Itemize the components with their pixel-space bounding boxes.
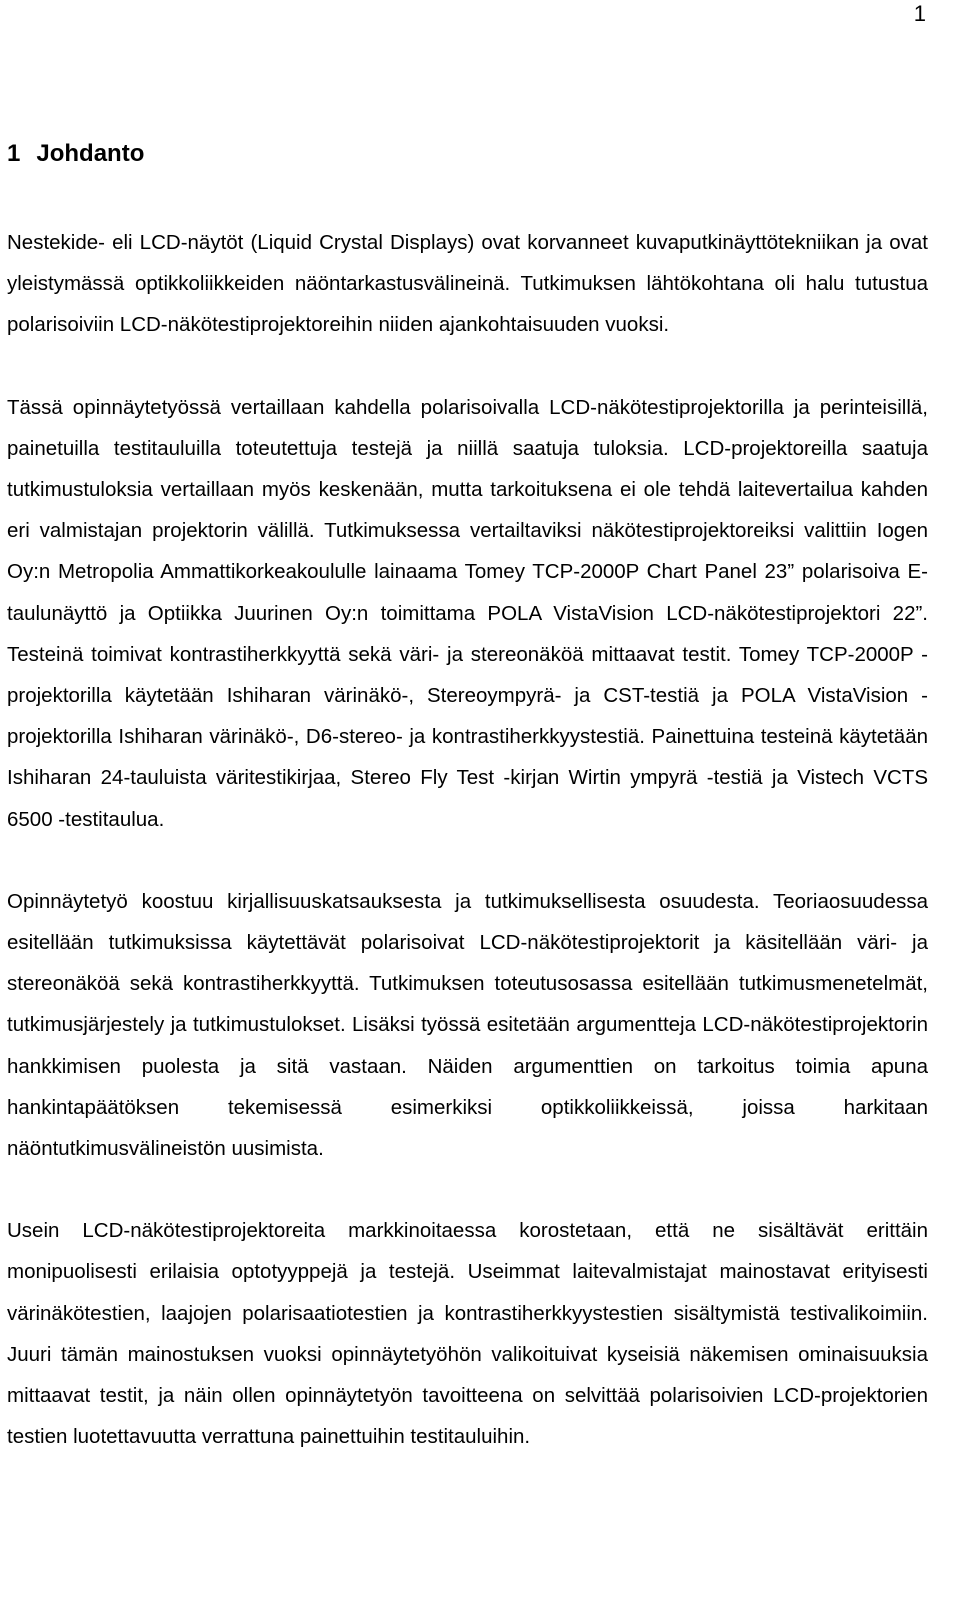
chapter-number: 1 xyxy=(7,140,21,167)
page-number: 1 xyxy=(913,1,926,26)
paragraph-thesis-structure: Opinnäytetyö koostuu kirjallisuuskatsauksesta ja tutkimuksellisesta osuudesta. Teoriaosuudessa esitellään tutkimuksissa käytettävät polarisoivat LCD-näkötestiprojektorit ja käsitellään väri- ja stereonäköä sekä kontrastiherkkyyttä. Tutkimuksen toteutusosassa esitellään tutkimusmenetelmät, tutkimusjärjestely ja tutkimustulokset. Lisäksi työssä esitetään argumentteja LCD-näkötestiprojektorin hankkimisen puolesta ja sitä vastaan. Näiden argumenttien on tarkoitus toimia apuna hankintapäätöksen tekemisessä esimerkiksi optikkoliikkeissä, joissa harkitaan näöntutkimusvälineistön uusimista. xyxy=(7,889,928,1161)
chapter-heading xyxy=(7,138,928,170)
paragraph-introduction: Nestekide- eli LCD-näytöt (Liquid Crystal Displays) ovat korvanneet kuvaputkinäyttötekniikan ja ovat yleistymässä optikkoliikkeiden näöntarkastusvälineinä. Tutkimuksen lähtökohtana oli halu tutustua polarisoiviin LCD-näkötestiprojektoreihin niiden ajankohtaisuuden vuoksi. xyxy=(7,231,928,337)
chapter-title: Johdanto xyxy=(36,140,145,167)
document-body xyxy=(7,138,928,1498)
paragraph-study-description: Tässä opinnäytetyössä vertaillaan kahdella polarisoivalla LCD-näkötestiprojektorilla ja perinteisillä, painetuilla testitauluilla toteutettuja testejä ja niillä saatuja tuloksia. LCD-projektoreilla saatuja tutkimustuloksia vertaillaan myös keskenään, mutta tarkoituksena ei ole tehdä laitevertailua kahden eri valmistajan projektorin välillä. Tutkimuksessa vertailtaviksi näkötestiprojektoreiksi valittiin Iogen Oy:n Metropolia Ammattikorkeakoululle lainaama Tomey TCP-2000P Chart Panel 23” polarisoiva E-taulunäyttö ja Optiikka Juurinen Oy:n toimittama POLA VistaVision LCD-näkötestiprojektori 22”. Testeinä toimivat kontrastiherkkyyttä sekä väri- ja stereonäköä mittaavat testit. Tomey TCP-2000P -projektorilla käytetään Ishiharan värinäkö-, Stereoympyrä- ja CST-testiä ja POLA VistaVision -projektorilla Ishiharan värinäkö-, D6-stereo- ja kontrastiherkkyystestiä. Painettuina testeinä käytetään Ishiharan 24-tauluista väritestikirjaa, Stereo Fly Test -kirjan Wirtin ympyrä -testiä ja Vistech VCTS 6500 -testitaulua. xyxy=(7,395,928,831)
paragraph-thesis-goal: Usein LCD-näkötestiprojektoreita markkinoitaessa korostetaan, että ne sisältävät erittäin monipuolisesti erilaisia optotyyppejä ja testejä. Useimmat laitevalmistajat mainostavat erityisesti värinäkötestien, laajojen polarisaatiotestien ja kontrastiherkkyystestien sisältymistä testivalikoimiin. Juuri tämän mainostuksen vuoksi opinnäytetyöhön valikoituivat kyseisiä näkemisen ominaisuuksia mittaavat testit, ja näin ollen opinnäytetyön tavoitteena on selvittää polarisoivien LCD-projektorien testien luotettavuutta verrattuna painettuihin testitauluihin. xyxy=(7,1219,928,1449)
